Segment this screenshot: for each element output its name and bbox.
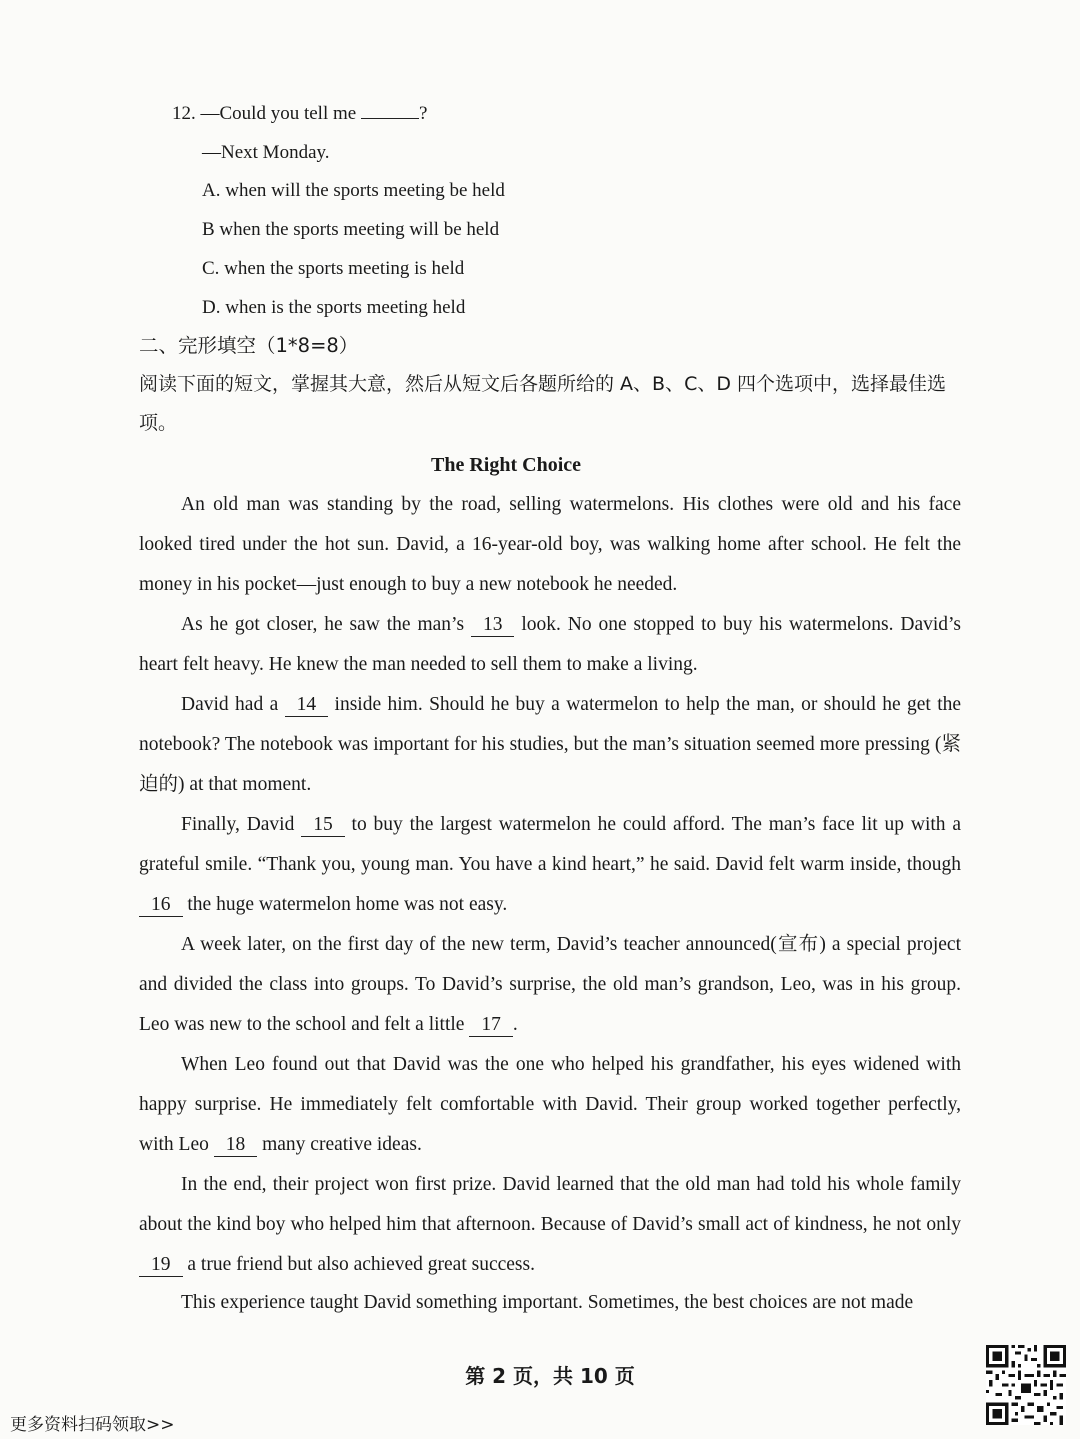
paragraph-3	[139, 685, 961, 805]
blank-19-number: 19	[151, 1254, 171, 1275]
page-number: 第 2 页，共 10 页	[465, 1364, 635, 1388]
question-12-stem-text: 12. —Could you tell me	[172, 103, 357, 124]
paragraph-7	[139, 1165, 961, 1285]
option-c: C. when the sports meeting is held	[202, 258, 465, 279]
question-12-stem-end: ?	[418, 103, 428, 124]
blank-16-number: 16	[151, 894, 171, 915]
blank-14-number: 14	[296, 694, 317, 715]
paragraph-4	[139, 805, 961, 925]
blank-15	[301, 814, 345, 837]
blank-15-number: 15	[313, 814, 333, 835]
paragraph-5-text-b: .	[512, 1014, 518, 1035]
paragraph-2-text-a: As he got closer, he saw the man’s	[181, 614, 465, 635]
paragraph-3-text-b: inside him. Should he buy a watermelon to help the man, or should he get the notebook? The notebook was important for his studies, but the man’s situation seemed more pressing (紧迫的) at that moment.	[139, 694, 962, 795]
blank-14	[285, 694, 329, 717]
blank-16	[139, 894, 183, 917]
paragraph-6-text-b: many creative ideas.	[262, 1134, 422, 1155]
paragraph-8: This experience taught David something important. Sometimes, the best choices are not made	[181, 1292, 914, 1313]
blank-18	[214, 1134, 258, 1157]
paragraph-4-text-a: Finally, David	[181, 814, 295, 835]
paragraph-7-text-a: In the end, their project won first prize. David learned that the old man had told his whole family about the kind boy who helped him that afternoon. Because of David’s small act of kindness, he not only	[139, 1174, 961, 1235]
blank-17-number: 17	[481, 1014, 501, 1035]
question-12-answer: —Next Monday.	[202, 142, 330, 163]
paragraph-4-text-c: the huge watermelon home was not easy.	[187, 894, 508, 915]
option-d: D. when is the sports meeting held	[202, 297, 466, 318]
paragraph-2-text-b: look. No one stopped to buy his watermelons. David’s heart felt heavy. He knew the man needed to sell them to make a living.	[139, 614, 962, 675]
paragraph-5-text-a: A week later, on the first day of the new term, David’s teacher announced(宣布) a special project and divided the class into groups. To David’s surprise, the old man’s grandson, Leo, was in his group. Leo was new to the school and felt a little	[139, 934, 961, 1035]
section-instruction: 阅读下面的短文，掌握其大意，然后从短文后各题所给的 A、B、C、D 四个选项中，选择最佳选项。	[139, 373, 947, 434]
blank-19	[139, 1254, 183, 1277]
answer-blank	[361, 102, 419, 119]
paragraph-5	[139, 925, 961, 1045]
option-a: A. when will the sports meeting be held	[202, 180, 505, 201]
section-heading: 二、完形填空（1*8=8）	[139, 334, 359, 357]
paragraph-4-text-b: to buy the largest watermelon he could afford. The man’s face lit up with a grateful smile. “Thank you, young man. You have a kind heart,” he said. David felt warm inside, though	[139, 814, 962, 875]
paragraph-1: An old man was standing by the road, selling watermelons. His clothes were old and his face looked tired under the hot sun. David, a 16-year-old boy, was walking home after school. He felt the money in his pocket—just enough to buy a new notebook he needed.	[139, 494, 961, 595]
qr-code-icon[interactable]	[986, 1345, 1066, 1425]
blank-13	[471, 614, 515, 637]
blank-13-number: 13	[482, 614, 503, 635]
paragraph-6	[139, 1045, 961, 1165]
blank-18-number: 18	[225, 1134, 246, 1155]
paragraph-3-text-a: David had a	[181, 694, 279, 715]
paragraph-7-text-b: a true friend but also achieved great success.	[187, 1254, 535, 1275]
option-b: B when the sports meeting will be held	[202, 219, 500, 240]
question-12-stem	[172, 102, 427, 126]
paragraph-6-text-a: When Leo found out that David was the one who helped his grandfather, his eyes widened with happy surprise. He immediately felt comfortable with David. Their group worked together perfectly, with Leo	[139, 1054, 961, 1155]
blank-17	[469, 1014, 513, 1037]
passage-title: The Right Choice	[431, 454, 581, 476]
more-resources-text: 更多资料扫码领取>>	[10, 1415, 175, 1435]
paragraph-2	[139, 605, 961, 685]
